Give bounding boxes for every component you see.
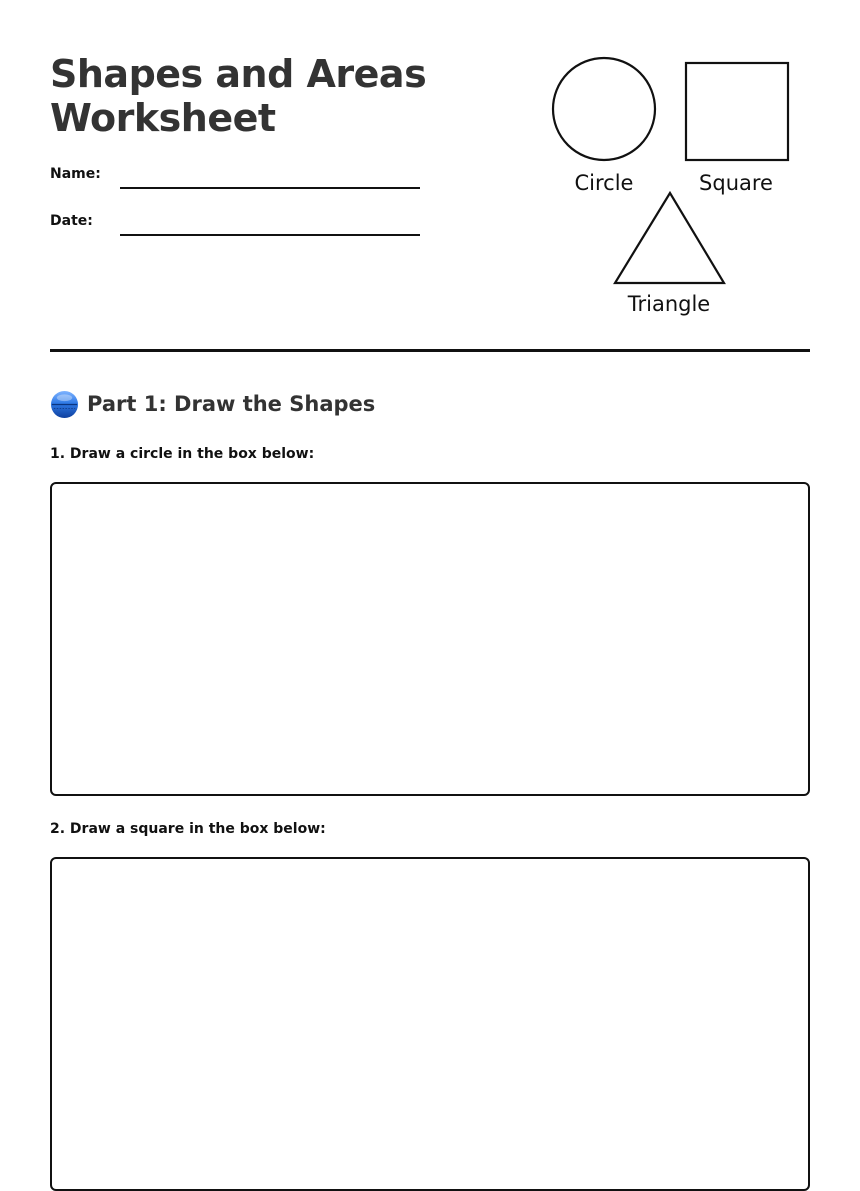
circle-label: Circle bbox=[574, 171, 634, 195]
square-shape bbox=[686, 63, 788, 160]
circle-drawing-box[interactable] bbox=[50, 482, 810, 796]
triangle-label: Triangle bbox=[627, 292, 711, 316]
worksheet-title: Shapes and Areas Worksheet bbox=[50, 52, 427, 140]
question-1: 1. Draw a circle in the box below: bbox=[50, 446, 315, 462]
date-label: Date: bbox=[50, 213, 93, 229]
triangle-shape bbox=[615, 193, 724, 283]
name-input-line[interactable] bbox=[120, 187, 420, 189]
name-label: Name: bbox=[50, 166, 101, 182]
circle-shape bbox=[553, 58, 655, 160]
part1-title: Part 1: Draw the Shapes bbox=[87, 392, 376, 416]
question-2: 2. Draw a square in the box below: bbox=[50, 821, 326, 837]
square-drawing-box[interactable] bbox=[50, 857, 810, 1191]
date-input-line[interactable] bbox=[120, 234, 420, 236]
part1-heading bbox=[50, 388, 375, 420]
reference-shapes bbox=[540, 50, 810, 330]
square-label: Square bbox=[699, 171, 773, 195]
section-divider bbox=[50, 349, 810, 352]
blue-globe-icon bbox=[50, 390, 79, 419]
